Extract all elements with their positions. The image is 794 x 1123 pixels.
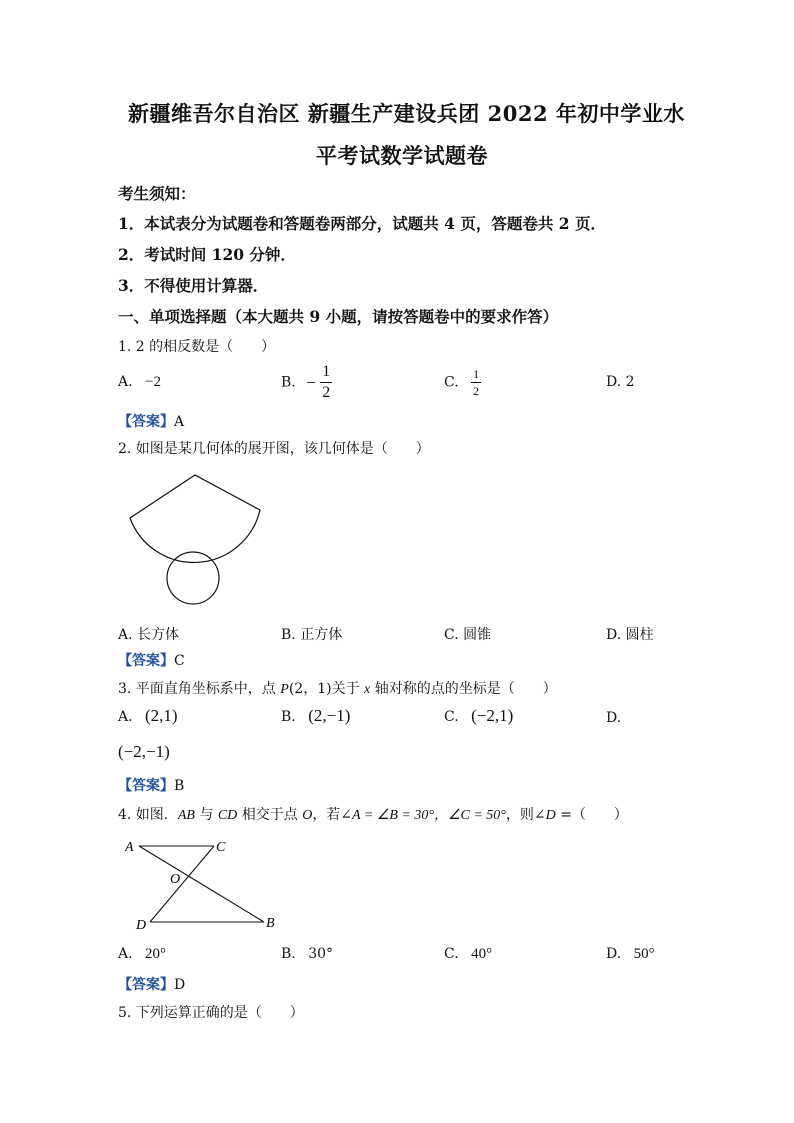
notice-item-3: 3．不得使用计算器． [118, 276, 269, 295]
q1-option-c-label: C. [444, 374, 459, 391]
q4-label-c: C [216, 840, 226, 855]
q3-option-a-value: (2,1) [145, 706, 178, 725]
q4-stem-o: O [302, 808, 313, 823]
q3-answer-label: 【答案】 [118, 778, 174, 794]
q3-option-c [444, 706, 513, 726]
q1-option-b-sign: − [306, 372, 316, 392]
q4-stem-angle-d: D [545, 808, 556, 823]
q4-stem-text-5: ，则∠ [505, 807, 546, 823]
q1-option-b-label: B. [281, 374, 296, 391]
q4-stem-condition: A = ∠B = 30°，∠C = 50° [352, 808, 506, 823]
q4-option-b-value: 30° [308, 946, 334, 962]
q1-answer-value: A [174, 414, 185, 430]
q1-option-a [118, 374, 161, 391]
q1-answer [118, 411, 184, 431]
q4-option-c-value: 40° [471, 946, 493, 962]
q2-sector-shape [130, 475, 260, 562]
q2-option-b: B. 正方体 [281, 627, 343, 643]
q1-option-b-fraction [320, 364, 332, 401]
q3-option-b-label: B. [281, 709, 296, 725]
q1-option-b [281, 364, 332, 401]
q3-stem-axis-x: x [364, 682, 371, 697]
q4-segment-cd [150, 846, 214, 922]
q2-answer [118, 650, 185, 670]
q3-stem-point-p: P [280, 682, 289, 697]
q1-option-a-value: −2 [145, 374, 161, 390]
q4-label-o: O [170, 872, 181, 887]
q3-option-d-label: D. [606, 710, 622, 726]
q1-option-c-numerator: 1 [473, 367, 480, 381]
q4-segment-ab [139, 846, 264, 922]
q4-option-a-value: 20° [145, 946, 167, 962]
q1-option-b-numerator: 1 [320, 364, 332, 383]
q4-answer-value: D [174, 977, 186, 993]
q2-stem: 2. 如图是某几何体的展开图，该几何体是（ ） [118, 441, 430, 457]
q4-option-d-value: 50° [633, 946, 655, 962]
q4-answer [118, 974, 185, 994]
q3-answer [118, 775, 184, 795]
q3-option-c-label: C. [444, 709, 459, 725]
q4-stem-ab: AB [177, 808, 195, 823]
q4-geometry-figure [120, 834, 285, 934]
exam-title-line2: 平考试数学试题卷 [316, 143, 488, 168]
q4-label-b: B [266, 916, 275, 931]
q1-option-d [606, 374, 635, 390]
q4-stem-text-6: =（ ） [555, 807, 628, 823]
q4-stem-text-1: 4. 如图． [118, 807, 178, 823]
q4-stem-text-4: ，若∠ [312, 807, 353, 823]
q4-option-b-label: B. [281, 946, 296, 962]
q3-option-a [118, 706, 178, 726]
q4-stem-text-3: 相交于点 [237, 807, 303, 823]
q1-option-c-denominator: 2 [473, 384, 480, 398]
q1-option-d-value: 2 [625, 374, 635, 390]
q3-option-b-value: (2,−1) [308, 706, 351, 725]
q4-label-d: D [136, 918, 147, 933]
q2-answer-label: 【答案】 [118, 653, 174, 669]
q4-answer-label: 【答案】 [118, 977, 174, 993]
q2-option-d: D. 圆柱 [606, 627, 654, 643]
q1-stem: 1. 2 的相反数是（ ） [118, 339, 276, 355]
q5-stem: 5. 下列运算正确的是（ ） [118, 1005, 304, 1021]
notice-heading: 考生须知： [118, 184, 196, 203]
q1-option-c [444, 368, 481, 397]
q2-answer-value: C [174, 653, 185, 669]
q4-option-a-label: A. [118, 946, 133, 962]
q4-label-a: A [125, 840, 134, 855]
q2-option-c: C. 圆锥 [444, 627, 492, 643]
q4-option-c-label: C. [444, 946, 459, 962]
q1-option-a-label: A. [118, 374, 133, 390]
q3-stem-text-2: (2，1)关于 [288, 681, 365, 697]
q3-option-a-label: A. [118, 709, 133, 725]
exam-title-line1: 新疆维吾尔自治区 新疆生产建设兵团 2022 年初中学业水 [128, 101, 685, 126]
q2-base-circle [167, 552, 219, 604]
section-1-heading: 一、单项选择题（本大题共 9 小题，请按答题卷中的要求作答） [118, 307, 559, 326]
q2-option-a: A. 长方体 [118, 627, 180, 643]
notice-item-1: 1．本试表分为试题卷和答题卷两部分，试题共 4 页，答题卷共 2 页． [118, 214, 606, 233]
q3-stem-text-1: 3. 平面直角坐标系中，点 [118, 681, 281, 697]
q1-option-c-fraction [471, 368, 481, 397]
q1-answer-label: 【答案】 [118, 414, 174, 430]
q1-option-b-denominator: 2 [322, 384, 331, 401]
q4-option-a [118, 946, 166, 963]
q2-net-figure [120, 468, 280, 613]
q3-stem [118, 678, 557, 698]
q3-stem-text-3: 轴对称的点的坐标是（ ） [370, 681, 557, 697]
q4-option-b [281, 946, 333, 962]
q1-option-d-label: D. [606, 374, 622, 390]
q4-stem-text-2: 与 [194, 807, 218, 823]
q3-option-c-value: (−2,1) [471, 706, 514, 725]
q3-answer-value: B [174, 778, 185, 794]
q3-option-d-value: (−2,−1) [118, 742, 170, 761]
q3-option-b [281, 706, 350, 726]
notice-item-2: 2．考试时间 120 分钟． [118, 245, 296, 264]
q4-stem-cd: CD [217, 808, 238, 823]
q4-option-c [444, 946, 492, 963]
q4-option-d-label: D. [606, 946, 622, 962]
q4-stem [118, 804, 628, 824]
q4-option-d [606, 946, 655, 963]
